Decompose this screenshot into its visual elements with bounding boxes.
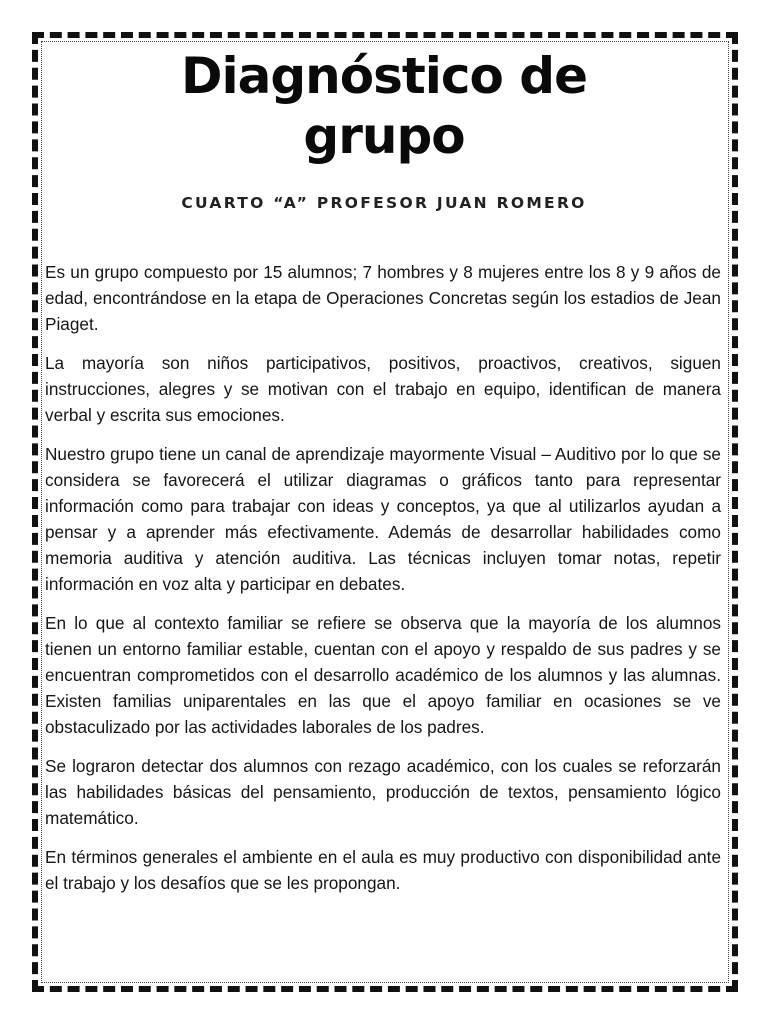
paragraph-group-composition: Es un grupo compuesto por 15 alumnos; 7 hombres y 8 mujeres entre los 8 y 9 años de edad, encontrándose en la etapa de Operaciones Concretas según los estadios de Jean Piaget. <box>45 262 721 334</box>
document-title <box>0 46 768 166</box>
document-subtitle: CUARTO “A” PROFESOR JUAN ROMERO <box>181 194 587 212</box>
paragraph-group-traits: La mayoría son niños participativos, positivos, proactivos, creativos, siguen instrucciones, alegres y se motivan con el trabajo en equipo, identifican de manera verbal y escrita sus emociones. <box>45 353 721 425</box>
title-block <box>0 46 768 166</box>
paragraph-family-context: En lo que al contexto familiar se refiere se observa que la mayoría de los alumnos tienen un entorno familiar estable, cuentan con el apoyo y respaldo de sus padres y se encuentran comprometidos con el desarrollo académico de los alumnos y las alumnas. Existen familias uniparentales en las que el apoyo familiar en ocasiones se ve obstaculizado por las actividades laborales de los padres. <box>45 613 721 737</box>
paragraph-academic-lag: Se lograron detectar dos alumnos con rezago académico, con los cuales se reforzarán las habilidades básicas del pensamiento, producción de textos, pensamiento lógico matemático. <box>45 756 721 828</box>
paragraph-learning-style: Nuestro grupo tiene un canal de aprendizaje mayormente Visual – Auditivo por lo que se considera se favorecerá el utilizar diagramas o gráficos tanto para representar información como para trabajar con ideas y conceptos, ya que al utilizarlos ayudan a pensar y a aprender más efectivamente. Además de desarrollar habilidades como memoria auditiva y atención auditiva. Las técnicas incluyen tomar notas, repetir información en voz alta y participar en debates. <box>45 444 721 594</box>
title-line-2: grupo <box>303 107 465 165</box>
title-line-1: Diagnóstico de <box>180 47 588 105</box>
paragraph-classroom-environment: En términos generales el ambiente en el aula es muy productivo con disponibilidad ante el trabajo y los desafíos que se les propongan. <box>45 847 721 893</box>
document-body <box>45 259 721 909</box>
